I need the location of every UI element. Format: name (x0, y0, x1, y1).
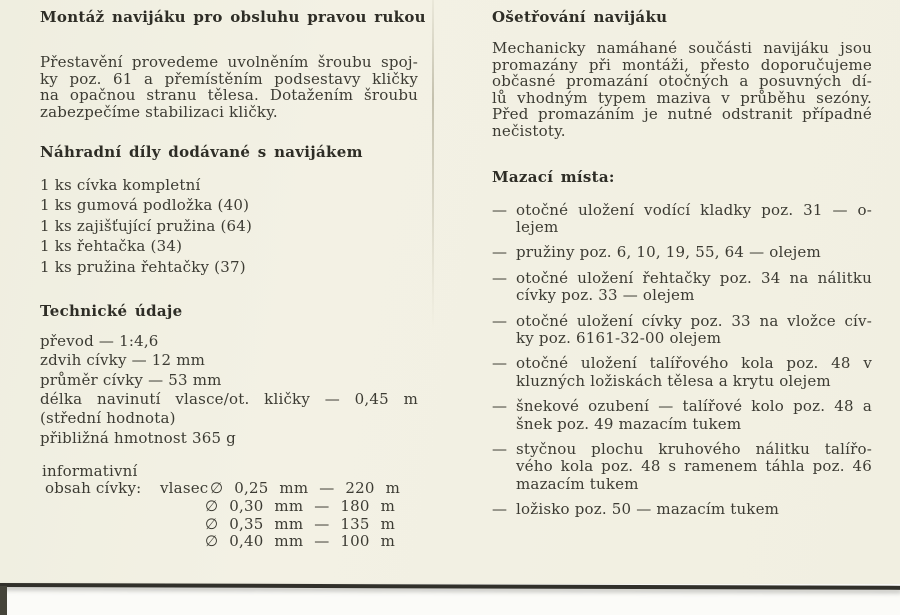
spool-capacity-row (40, 533, 418, 551)
line-capacity-value: ∅ 0,35 mm — 135 m (205, 514, 396, 533)
spare-parts-list (40, 175, 418, 277)
lubrication-item (492, 441, 872, 493)
text-line: 1 ks gumová podložka (40) (40, 196, 250, 215)
text-line: kluzných ložiskách tělesa a krytu olejem (516, 371, 831, 390)
text-line: (střední hodnota) (40, 409, 176, 428)
line-type-label: vlasec (160, 479, 209, 498)
text-line: převod — 1:4,6 (40, 332, 159, 351)
text-line: zdvih cívky — 12 mm (40, 351, 206, 370)
lubrication-item-text (516, 202, 872, 237)
dash-marker: — (492, 268, 508, 287)
text-line: otočné uložení cívky poz. 33 na vložce cív- (516, 311, 872, 330)
line-capacity-value: ∅ 0,30 mm — 180 m (205, 497, 396, 515)
dash-marker: — (492, 243, 508, 262)
text-line: Přestavění provedeme uvolněním šroubu spoj- (40, 53, 418, 71)
lubrication-item (492, 270, 872, 305)
text-line: průměr cívky — 53 mm (40, 370, 222, 389)
page-bottom-edge (0, 583, 900, 590)
dash-marker: — (492, 440, 508, 459)
text-line: pružiny poz. 6, 10, 19, 55, 64 — olejem (516, 243, 821, 262)
text-line: promazány při montáži, přesto doporučujeme (492, 55, 872, 74)
paragraph-assembly (40, 54, 418, 120)
dash-marker: — (492, 354, 508, 373)
bottom-left-shadow (0, 586, 7, 615)
text-line: délka navinutí vlasce/ot. kličky — 0,45 m (40, 389, 418, 408)
heading-tech-data: Technické údaje (40, 302, 183, 321)
text-line: šnekové ozubení — talířové kolo poz. 48 a (516, 397, 872, 416)
spool-capacity-row (40, 480, 418, 498)
tech-data-list (40, 332, 418, 448)
dash-marker: — (492, 311, 508, 330)
lubrication-item (492, 398, 872, 433)
lubrication-item-text (516, 270, 872, 305)
spool-capacity-block (40, 463, 418, 551)
text-line: lů vhodným typem maziva v průběhu sezóny. (492, 88, 872, 107)
text-line: Před promazáním je nutné odstranit případné (492, 105, 872, 124)
right-column (492, 0, 872, 527)
text-line: 1 ks cívka kompletní (40, 176, 201, 194)
text-line: otočné uložení řehtačky poz. 34 na nálitku (516, 268, 872, 287)
page-fold-crease (432, 0, 434, 330)
heading-care: Ošetřování navijáku (492, 8, 668, 26)
heading-spare-parts: Náhradní díly dodávané s navijákem (40, 143, 363, 161)
text-line: Mechanicky namáhané součásti navijáku jsou (492, 39, 872, 57)
text-line: 1 ks pružina řehtačky (37) (40, 257, 246, 276)
text-line: cívky poz. 33 — olejem (516, 286, 695, 305)
text-line: ky poz. 61 a přemístěním podsestavy kličky (40, 69, 418, 88)
heading-assembly: Montáž navijáku pro obsluhu pravou rukou (40, 8, 426, 26)
text-line: šnek poz. 49 mazacím tukem (516, 414, 742, 433)
text-line: 1 ks zajišťující pružina (64) (40, 216, 253, 235)
text-line: vého kola poz. 48 s ramenem táhla poz. 46 (516, 457, 872, 476)
dash-marker: — (492, 500, 508, 519)
lubrication-item (492, 313, 872, 348)
text-line: styčnou plochu kruhového nálitku talířo- (516, 440, 872, 459)
text-line: občasné promazání otočných a posuvných dí- (492, 72, 872, 91)
spool-capacity-row (40, 516, 418, 534)
paragraph-care (492, 40, 872, 140)
line-capacity-value: ∅ 0,40 mm — 100 m (205, 532, 396, 551)
spool-capacity-label-line2: obsah cívky: (45, 479, 142, 498)
lubrication-item (492, 202, 872, 237)
text-line: lejem (516, 217, 559, 236)
text-line: nečistoty. (492, 121, 566, 140)
lubrication-item-text (516, 398, 872, 433)
text-line: mazacím tukem (516, 474, 639, 493)
lubrication-list (492, 202, 872, 519)
line-capacity-value: ∅ 0,25 mm — 220 m (210, 479, 401, 498)
lubrication-item-text (516, 355, 872, 390)
text-line: na opačnou stranu tělesa. Dotažením šroubu (40, 86, 418, 104)
heading-lubrication: Mazací místa: (492, 167, 615, 186)
dash-marker: — (492, 397, 508, 416)
text-line: otočné uložení talířového kola poz. 48 v (516, 354, 872, 373)
lubrication-item-text (516, 441, 872, 493)
text-line: přibližná hmotnost 365 g (40, 428, 236, 447)
text-line: ky poz. 6161-32-00 olejem (516, 329, 722, 347)
left-column (40, 0, 426, 551)
text-line: 1 ks řehtačka (34) (40, 237, 183, 256)
lubrication-item-text (516, 244, 872, 261)
lubrication-item (492, 244, 872, 261)
lubrication-item (492, 355, 872, 390)
lubrication-item-text (516, 501, 872, 518)
lubrication-item-text (516, 313, 872, 348)
spool-capacity-label-line1: informativní (42, 461, 138, 480)
text-line: zabezpečíme stabilizaci kličky. (40, 102, 278, 121)
dash-marker: — (492, 200, 508, 219)
text-line: otočné uložení vodící kladky poz. 31 — o- (516, 200, 872, 219)
text-line: ložisko poz. 50 — mazacím tukem (516, 500, 780, 519)
spool-capacity-row (40, 498, 418, 516)
lubrication-item (492, 501, 872, 518)
